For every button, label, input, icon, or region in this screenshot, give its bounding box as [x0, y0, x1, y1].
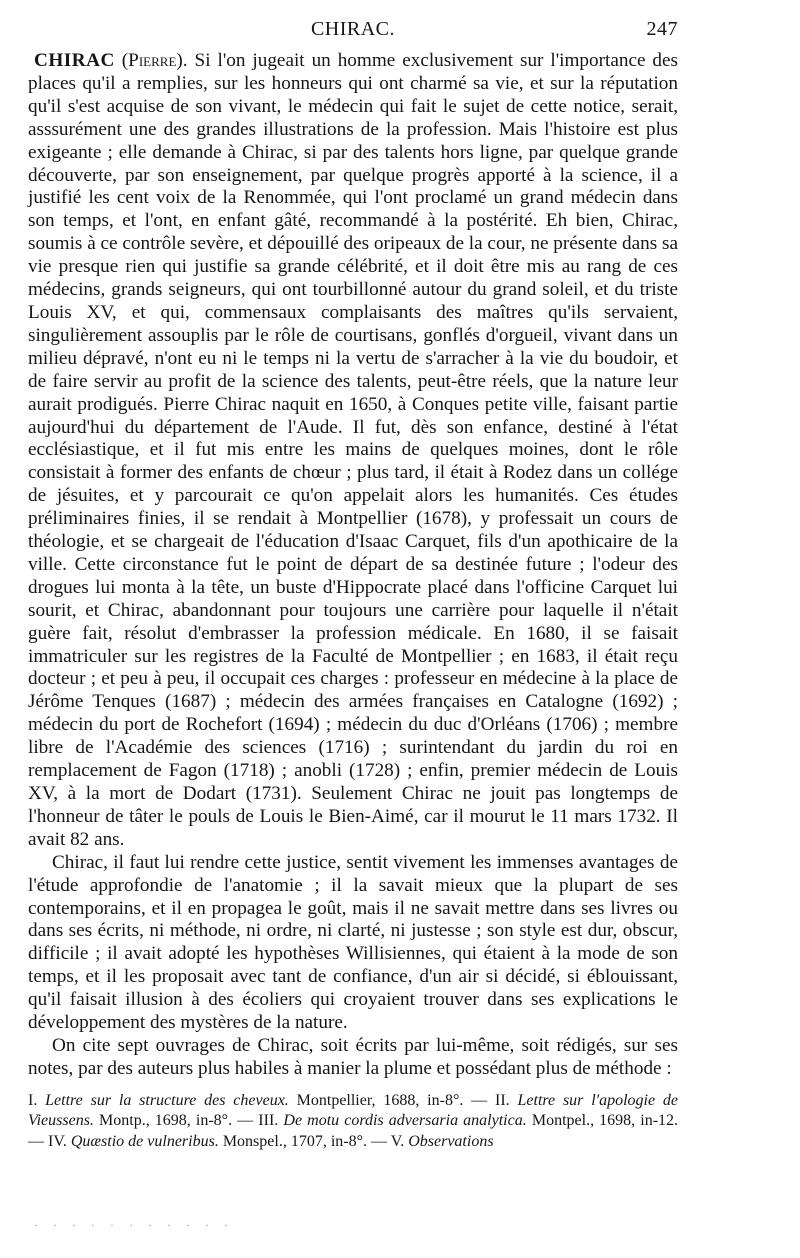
footnote-bibliography [28, 1091, 678, 1153]
paragraph-1 [28, 50, 678, 852]
note-1-num: I. [28, 1091, 38, 1109]
note-2-num: II. [495, 1091, 510, 1109]
note-4-pub: Monspel., 1707, in-8°. — [222, 1132, 387, 1150]
note-4-title: Quæstio de vulneribus. [70, 1132, 219, 1150]
running-header [28, 18, 678, 46]
page [28, 18, 678, 1152]
note-5 [391, 1133, 494, 1150]
scan-specks: · · · · · · · · · · · [34, 1218, 234, 1232]
note-3-pub: Montpel., 1698, in-12. — [28, 1112, 679, 1150]
paragraph-3: On cite sept ouvrages de Chirac, soit écrits par lui-même, soit rédigés, sur ses notes, par des auteurs plus habiles à manier la plume et possédant plus de méthode : [28, 1034, 678, 1079]
note-1-pub: Montpellier, 1688, in-8°. — [296, 1091, 488, 1109]
note-4-num: IV. [48, 1132, 67, 1150]
running-title: CHIRAC. [310, 18, 396, 40]
page-number: 247 [646, 18, 678, 40]
note-3-title: De motu cordis adversaria analytica. [283, 1112, 527, 1130]
note-2-pub: Montp., 1698, in-8°. — [99, 1112, 254, 1130]
note-3-num: III. [258, 1112, 279, 1130]
note-5-title: Observations [408, 1132, 494, 1150]
note-2-title: Lettre sur l'apologie de Vieussens. [28, 1091, 679, 1130]
paragraph-1-text: Si l'on jugeait un homme exclusivement sur l'importance des places qu'il a remplies, sur les honneurs qui ont charmé sa vie, et sur la réputation qu'il s'est acquise de son vivant, le médecin qui fait le sujet de cette notice, serait, asssurément une des grandes illustrations de la profession. Mais l'histoire est plus exigeante ; elle demande à Chirac, si par des talents hors ligne, par quelque grande découverte, par son enseignement, par quelque progrès apporté à la science, il a justifié les cent voix de la Renommée, qui l'ont proclamé un grand médecin dans son temps, et l'ont, en enfant gâté, recommandé à la postérité. Eh bien, Chirac, soumis à ce contrôle sevère, et dépouillé des oripeaux de la cour, ne présente dans sa vie presque rien qui justifie sa grande célébrité, et il doit être mis au rang de ces médecins, grands seigneurs, qui ont tourbillonné autour du grand soleil, et du triste Louis XV, et qui, commensaux complaisants des maîtres qu'ils servaient, singulièrement assouplis par le rôle de courtisans, gonflés d'orgueil, vivant dans un milieu dépravé, n'ont eu ni le temps ni la vertu de s'arracher à la vie du boudoir, et de faire servir au profit de la science des talents, peut-être réels, que la nature leur aurait prodigués. Pierre Chirac naquit en 1650, à Conques petite ville, faisant partie aujourd'hui du département de l'Aude. Il fut, dès son enfance, destiné à l'état ecclésiastique, et il fut mis entre les mains de quelques moines, dont le rôle consistait à former des enfants de chœur ; plus tard, il était à Rodez dans un collége de jésuites, et y parcourait ce qu'on appelait alors les humanités. Ces études préliminaires finies, il se rendait à Montpellier (1678), y professait un cours de théologie, et se chargeait de l'éducation d'Isaac Carquet, fils d'un apothicaire de la ville. Cette circonstance fut le point de départ de sa destinée future ; l'odeur des drogues lui monta à la tête, un buste d'Hippocrate placé dans l'officine Carquet lui sourit, et Chirac, abandonnant pour toujours une carrière pour laquelle il n'était guère fait, résolut d'embrasser la profession médicale. En 1680, il se faisait immatriculer sur les registres de la Faculté de Montpellier ; en 1683, il était reçu docteur ; et peu à peu, il occupait ces charges : professeur en médecine à la place de Jérôme Tenques (1687) ; médecin des armées françaises en Catalogne (1692) ; médecin du port de Rochefort (1694) ; médecin du duc d'Orléans (1706) ; membre libre de l'Académie des sciences (1716) ; surintendant du jardin du roi en remplacement de Fagon (1718) ; anobli (1728) ; enfin, premier médecin de Louis XV, à la mort de Dodart (1731). Seulement Chirac ne jouit pas longtemps de l'honneur de tâter le pouls de Louis le Bien-Aimé, car il mourut le 11 mars 1732. Il avait 82 ans. [28, 50, 678, 850]
entry-forename: (Pierre). [121, 50, 188, 71]
note-1-title: Lettre sur la structure des cheveux. [45, 1091, 289, 1109]
paragraph-2: Chirac, il faut lui rendre cette justice, sentit vivement les immenses avantages de l'étude approfondie de l'anatomie ; il la savait mieux que la plupart de ses contemporains, et il en propagea le goût, mais il ne savait mettre dans ses livres ou dans ses écrits, ni méthode, ni ordre, ni clarté, ni justesse ; son style est dur, obscur, difficile ; il avait adopté les hypothèses Willisiennes, qui étaient à la mode de son temps, et il les proposait avec tant de confiance, d'un air si décidé, si éblouissant, qu'il faisait illusion à des écoliers qui croyaient trouver dans ses explications le développement des mystères de la nature. [28, 851, 678, 1034]
note-1 [28, 1092, 487, 1109]
entry-name: CHIRAC [34, 50, 115, 71]
note-4 [48, 1133, 387, 1150]
note-5-num: V. [390, 1132, 405, 1150]
